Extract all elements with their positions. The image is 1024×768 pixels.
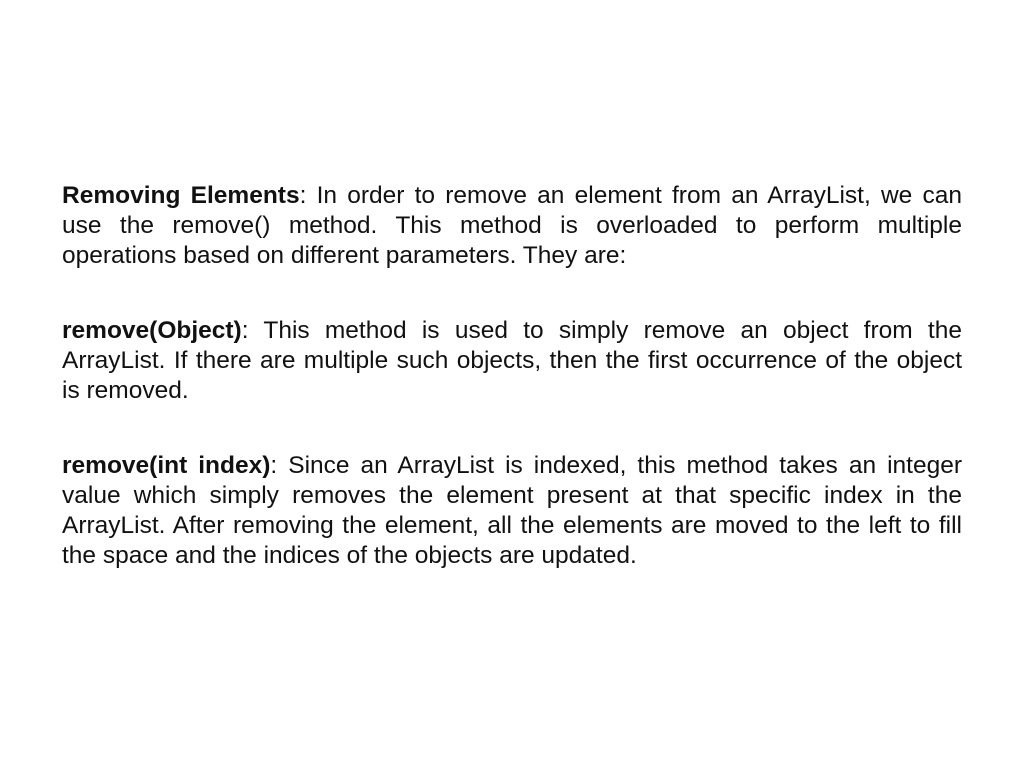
paragraph-text: This method is used to simply remove an object from the ArrayList. If there are multiple such objects, then the first occurrence of the object is removed. bbox=[62, 317, 962, 404]
separator: : bbox=[241, 317, 249, 344]
slide-content bbox=[62, 181, 962, 571]
term-remove-int-index: remove(int index) bbox=[62, 452, 271, 479]
paragraph-text: Since an ArrayList is indexed, this method takes an integer value which simply removes the element present at that specific index in the ArrayList. After removing the element, all the elements are moved to the left to fill the space and the indices of the objects are updated. bbox=[62, 452, 962, 569]
term-removing-elements: Removing Elements bbox=[62, 182, 300, 209]
separator: : bbox=[270, 452, 278, 479]
paragraph-text: In order to remove an element from an ArrayList, we can use the remove() method. This method is overloaded to perform multiple operations based on different parameters. They are: bbox=[62, 182, 962, 269]
paragraph-removing-elements bbox=[62, 181, 962, 271]
term-remove-object: remove(Object) bbox=[62, 317, 242, 344]
paragraph-remove-int-index bbox=[62, 451, 962, 571]
separator: : bbox=[299, 182, 307, 209]
paragraph-remove-object bbox=[62, 316, 962, 406]
